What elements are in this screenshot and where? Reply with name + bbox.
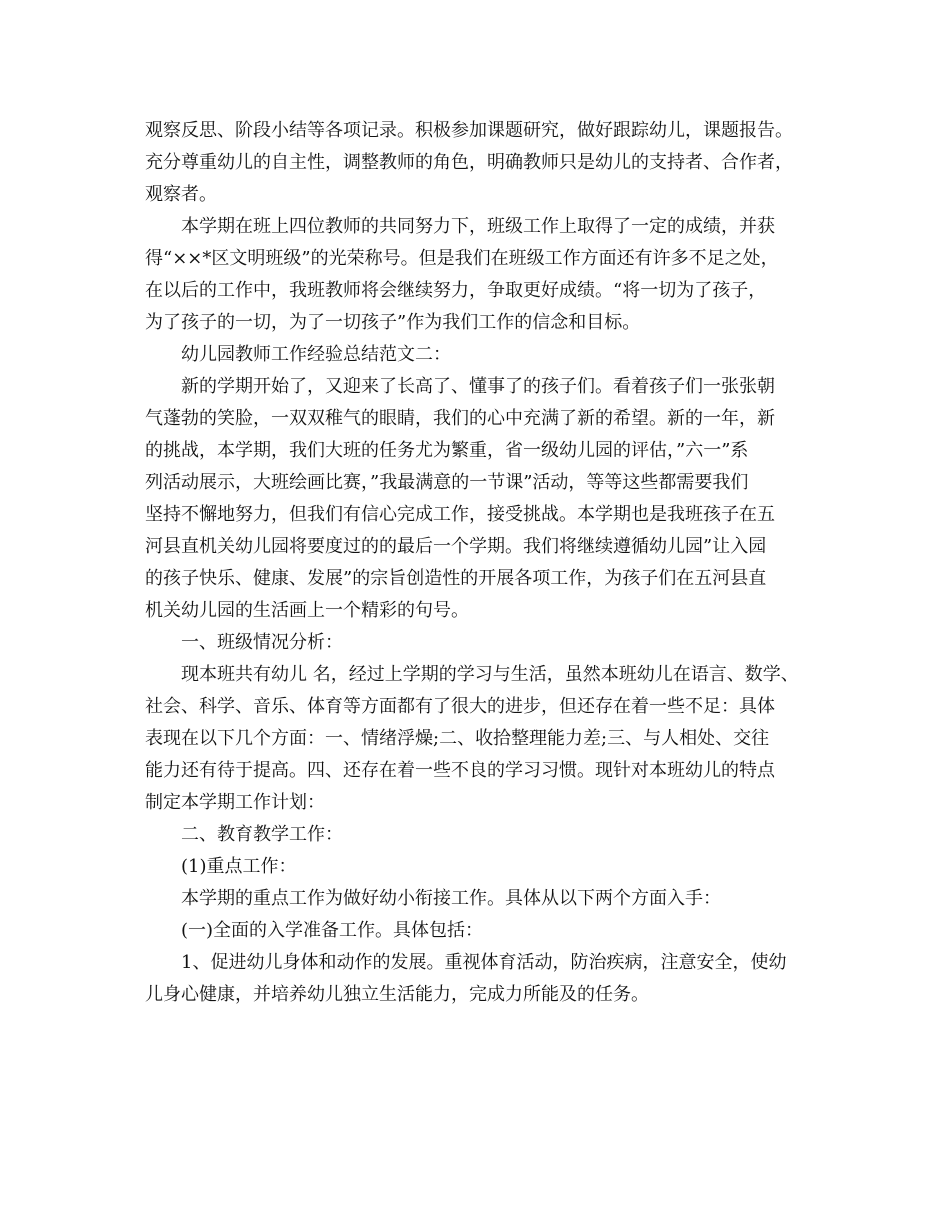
text-line-25: 本学期的重点工作为做好幼小衔接工作。具体从以下两个方面入手：	[181, 888, 721, 909]
document-body	[145, 115, 835, 1011]
text-line-15: 的孩子快乐、健康、发展”的宗旨创造性的开展各项工作，为孩子们在五河县直	[145, 568, 767, 589]
text-line-9: 新的学期开始了，又迎来了长高了、懂事了的孩子们。看着孩子们一张张朝	[181, 376, 775, 397]
text-line-28: 儿身心健康，并培养幼儿独立生活能力，完成力所能及的任务。	[145, 984, 649, 1005]
text-line-19: 社会、科学、音乐、体育等方面都有了很大的进步，但还存在着一些不足：具体	[145, 696, 775, 717]
text-line-13: 坚持不懈地努力，但我们有信心完成工作，接受挑战。本学期也是我班孩子在五	[145, 504, 775, 525]
text-line-3: 观察者。	[145, 184, 217, 205]
text-line-7: 为了孩子的一切，为了一切孩子”作为我们工作的信念和目标。	[145, 312, 641, 333]
section-heading-fanwen-er: 幼儿园教师工作经验总结范文二：	[181, 344, 451, 365]
text-line-4: 本学期在班上四位教师的共同努力下，班级工作上取得了一定的成绩，并获	[181, 216, 775, 237]
text-line-20: 表现在以下几个方面：一、情绪浮燥;二、收拾整理能力差;三、与人相处、交往	[145, 728, 770, 749]
text-line-21: 能力还有待于提高。四、还存在着一些不良的学习习惯。现针对本班幼儿的特点	[145, 760, 775, 781]
text-line-12: 列活动展示，大班绘画比赛，”我最满意的一节课”活动，等等这些都需要我们	[145, 472, 749, 493]
text-line-16: 机关幼儿园的生活画上一个精彩的句号。	[145, 600, 469, 621]
section-heading-teaching-work: 二、教育教学工作：	[181, 824, 343, 845]
text-line-6: 在以后的工作中，我班教师将会继续努力，争取更好成绩。“将一切为了孩子，	[145, 280, 767, 301]
text-line-5: 得“××*区文明班级”的光荣称号。但是我们在班级工作方面还有许多不足之处，	[145, 248, 779, 269]
subheading-school-prep: (一)全面的入学准备工作。具体包括：	[181, 920, 484, 941]
text-line-22: 制定本学期工作计划：	[145, 792, 325, 813]
section-heading-class-analysis: 一、班级情况分析：	[181, 632, 343, 653]
text-line-2: 充分尊重幼儿的自主性，调整教师的角色，明确教师只是幼儿的支持者、合作者，	[145, 152, 793, 173]
text-line-1: 观察反思、阶段小结等各项记录。积极参加课题研究，做好跟踪幼儿，课题报告。	[145, 120, 793, 141]
text-line-27: 1、促进幼儿身体和动作的发展。重视体育活动，防治疾病，注意安全，使幼	[181, 952, 787, 973]
text-line-10: 气蓬勃的笑脸，一双双稚气的眼睛，我们的心中充满了新的希望。新的一年，新	[145, 408, 775, 429]
text-line-14: 河县直机关幼儿园将要度过的的最后一个学期。我们将继续遵循幼儿园”让入园	[145, 536, 767, 557]
subheading-key-work: (1)重点工作：	[181, 856, 297, 877]
text-line-18: 现本班共有幼儿 名，经过上学期的学习与生活，虽然本班幼儿在语言、数学、	[181, 664, 799, 685]
text-line-11: 的挑战，本学期，我们大班的任务尤为繁重，省一级幼儿园的评估，”六一”系	[145, 440, 749, 461]
